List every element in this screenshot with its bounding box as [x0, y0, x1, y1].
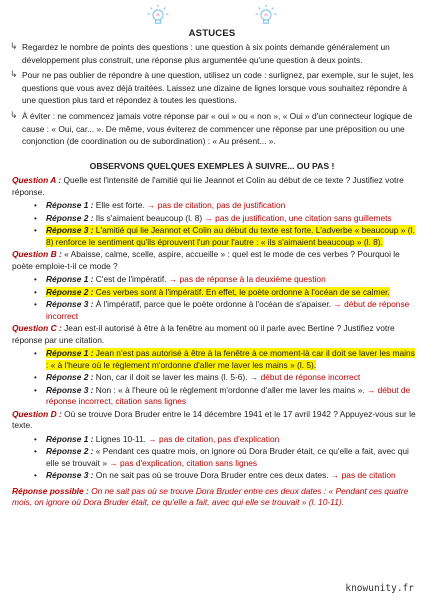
answer-label: Réponse 3 : [46, 384, 94, 395]
bullet-icon: • [34, 201, 37, 210]
answer-label: Réponse 1 : [46, 200, 94, 210]
bullet-icon: • [34, 349, 37, 358]
answer-label: Réponse 1 : [46, 274, 94, 284]
question-label: Question C : [12, 323, 62, 333]
possible-answer [12, 486, 416, 509]
answer-item [34, 372, 416, 384]
answer-label: Réponse 3 : [46, 299, 94, 309]
tip-text: Pour ne pas oublier de répondre à une question, utilisez un code : surlignez, par exemple, sur le sujet, les questions que vous avez déjà traitées. Laissez une dizaine de lignes lorsque vous souhaitez répondre à une question plus tard et répondez à toutes les questions. [22, 70, 414, 106]
question-d [12, 409, 416, 432]
lightbulb-icon [147, 4, 169, 26]
answer-item [34, 299, 416, 322]
answer-label: Réponse 2 : [46, 446, 94, 456]
answer-feedback: → début de réponse incorrect, citation sans lignes [46, 384, 411, 406]
bullet-icon: • [34, 385, 37, 395]
question-label: Question B : [12, 249, 62, 259]
answer-label: Réponse 1 : [46, 433, 94, 444]
answer-text: À l'impératif, parce que le poète ordonne à l'océan de s'apaiser. [93, 299, 332, 309]
answer-label: Réponse 1 : [46, 348, 94, 358]
question-text: « Abaisse, calme, scelle, aspire, accueille » : quel est le mode de ces verbes ? Pourquoi le poète emploie-t-il ce mode ? [12, 249, 400, 271]
answer-label: Réponse 2 : [46, 372, 94, 382]
answer-item [34, 287, 416, 299]
answer-item [34, 470, 416, 482]
bullet-icon: • [34, 447, 37, 456]
answer-text: Elle est forte. [93, 200, 145, 210]
examples [12, 175, 416, 509]
answer-text: « Pendant ces quatre mois, on ignore où Dora Bruder était, ce qu'elle a fait, avec qui elle se trouvait » [46, 446, 409, 468]
bullet-icon: • [34, 226, 37, 235]
answer-feedback: → pas de justification, une citation sans guillemets [202, 212, 392, 223]
answer-label: Réponse 2 : [46, 286, 94, 297]
question-text: Quelle est l'intensité de l'amitié qui lie Jeannot et Colin au début de ce texte ? Justifiez votre réponse. [12, 175, 404, 197]
answer-item [34, 225, 416, 248]
tip-item [10, 41, 416, 66]
answer-text: C'est de l'impératif. [93, 274, 167, 284]
answer-text: Non : « à l'heure où le règlement m'ordonne d'aller me laver les mains ». [93, 384, 365, 395]
bullet-icon: • [34, 434, 37, 444]
answer-item [34, 348, 416, 371]
answer-text: Ces verbes sont à l'impératif. En effet, le poète ordonne à l'océan de se calmer. [93, 286, 390, 297]
header [0, 4, 424, 38]
return-arrow-icon: ↳ [10, 42, 18, 52]
answer-text: L'amitié qui lie Jeannot et Colin au début du texte est forte. L'adverbe « beaucoup » (l. 8) renforce le sentiment qu'ils éprouvent l'un pour l'autre : « ils s'aimaient beaucoup » (l. 8). [46, 225, 415, 247]
answer-item [34, 200, 416, 212]
answer-item [34, 274, 416, 286]
answer-feedback: → pas de citation, pas d'explication [145, 433, 280, 444]
answer-item [34, 434, 416, 446]
section-title: OBSERVONS QUELQUES EXEMPLES À SUIVRE... OU PAS ! [89, 161, 335, 171]
answer-text: Lignes 10-11. [93, 433, 146, 444]
tip-text: À éviter : ne commencez jamais votre réponse par « oui » ou « non », « Oui » d'un connecteur logique de cause : « Oui, car... ». De même, vous éviterez de commencer une réponse par une préposition ou une conjonction (de coordination ou de subordination) : « Au présent... ». [22, 110, 413, 147]
answer-label: Réponse 3 : [46, 225, 94, 235]
question-c [12, 323, 416, 346]
answer-feedback: → pas de réponse à la deuxième question [166, 274, 326, 284]
bullet-icon: • [34, 275, 37, 284]
possible-answer-label: Réponse possible : [12, 485, 89, 496]
bullet-icon: • [34, 471, 37, 480]
answer-text: Jean n'est pas autorisé à être à la fenêtre à ce moment-là car il doit se laver les mains : « à l'heure où le règlement m'ordonne d'aller me laver les mains » (l. 5). [46, 348, 415, 370]
answer-feedback: → début de réponse incorrect [247, 372, 361, 382]
watermark: knowunity.fr [345, 583, 414, 594]
bullet-icon: • [34, 300, 37, 309]
answer-feedback: → pas de citation [328, 470, 396, 480]
answer-item [34, 446, 416, 469]
bullet-icon: • [34, 373, 37, 382]
question-label: Question D : [12, 408, 62, 419]
tips-list [10, 41, 416, 151]
answer-feedback: → pas d'explication, citation sans lignes [107, 457, 258, 468]
answer-label: Réponse 3 : [46, 470, 94, 480]
answer-feedback: → début de réponse incorrect [46, 299, 410, 321]
question-a [12, 175, 416, 198]
question-label: Question A : [12, 175, 62, 185]
tip-item [10, 69, 416, 107]
answer-feedback: → pas de citation, pas de justification [144, 200, 286, 210]
possible-answer-text: On ne sait pas où se trouve Dora Bruder entre ces deux dates : « Pendant ces quatre mois, on ignore où Dora Bruder était, ce qu'elle a fait, avec qui elle se trouvait » (l. 10-11). [12, 485, 409, 507]
tip-text: Regardez le nombre de points des questions : une question à six points demande généralement un développement plus construit, une réponse plus argumentée qu'une question à deux points. [22, 42, 390, 65]
return-arrow-icon: ↳ [10, 70, 18, 81]
bullet-icon: • [34, 213, 37, 223]
lightbulb-icon [255, 4, 277, 26]
answer-text: On ne sait pas où se trouve Dora Bruder entre ces deux dates. [93, 470, 329, 480]
answer-text: Non, car il doit se laver les mains (l. 5-6). [93, 372, 248, 382]
question-b [12, 249, 416, 272]
page-title: ASTUCES [188, 28, 236, 39]
question-text: Jean est-il autorisé à être à la fenêtre au moment où il parle avec Bertine ? Justifiez votre réponse par une citation. [12, 323, 395, 345]
answer-text: Ils s'aimaient beaucoup (l. 8) [93, 212, 203, 223]
answer-item [34, 385, 416, 408]
bullet-icon: • [34, 287, 37, 297]
question-text: Où se trouve Dora Bruder entre le 14 décembre 1941 et le 17 avril 1942 ? Appuyez-vous sur le texte. [12, 408, 416, 430]
return-arrow-icon: ↳ [10, 110, 18, 121]
answer-item [34, 213, 416, 225]
answer-label: Réponse 2 : [46, 212, 94, 223]
tip-item [10, 110, 416, 148]
